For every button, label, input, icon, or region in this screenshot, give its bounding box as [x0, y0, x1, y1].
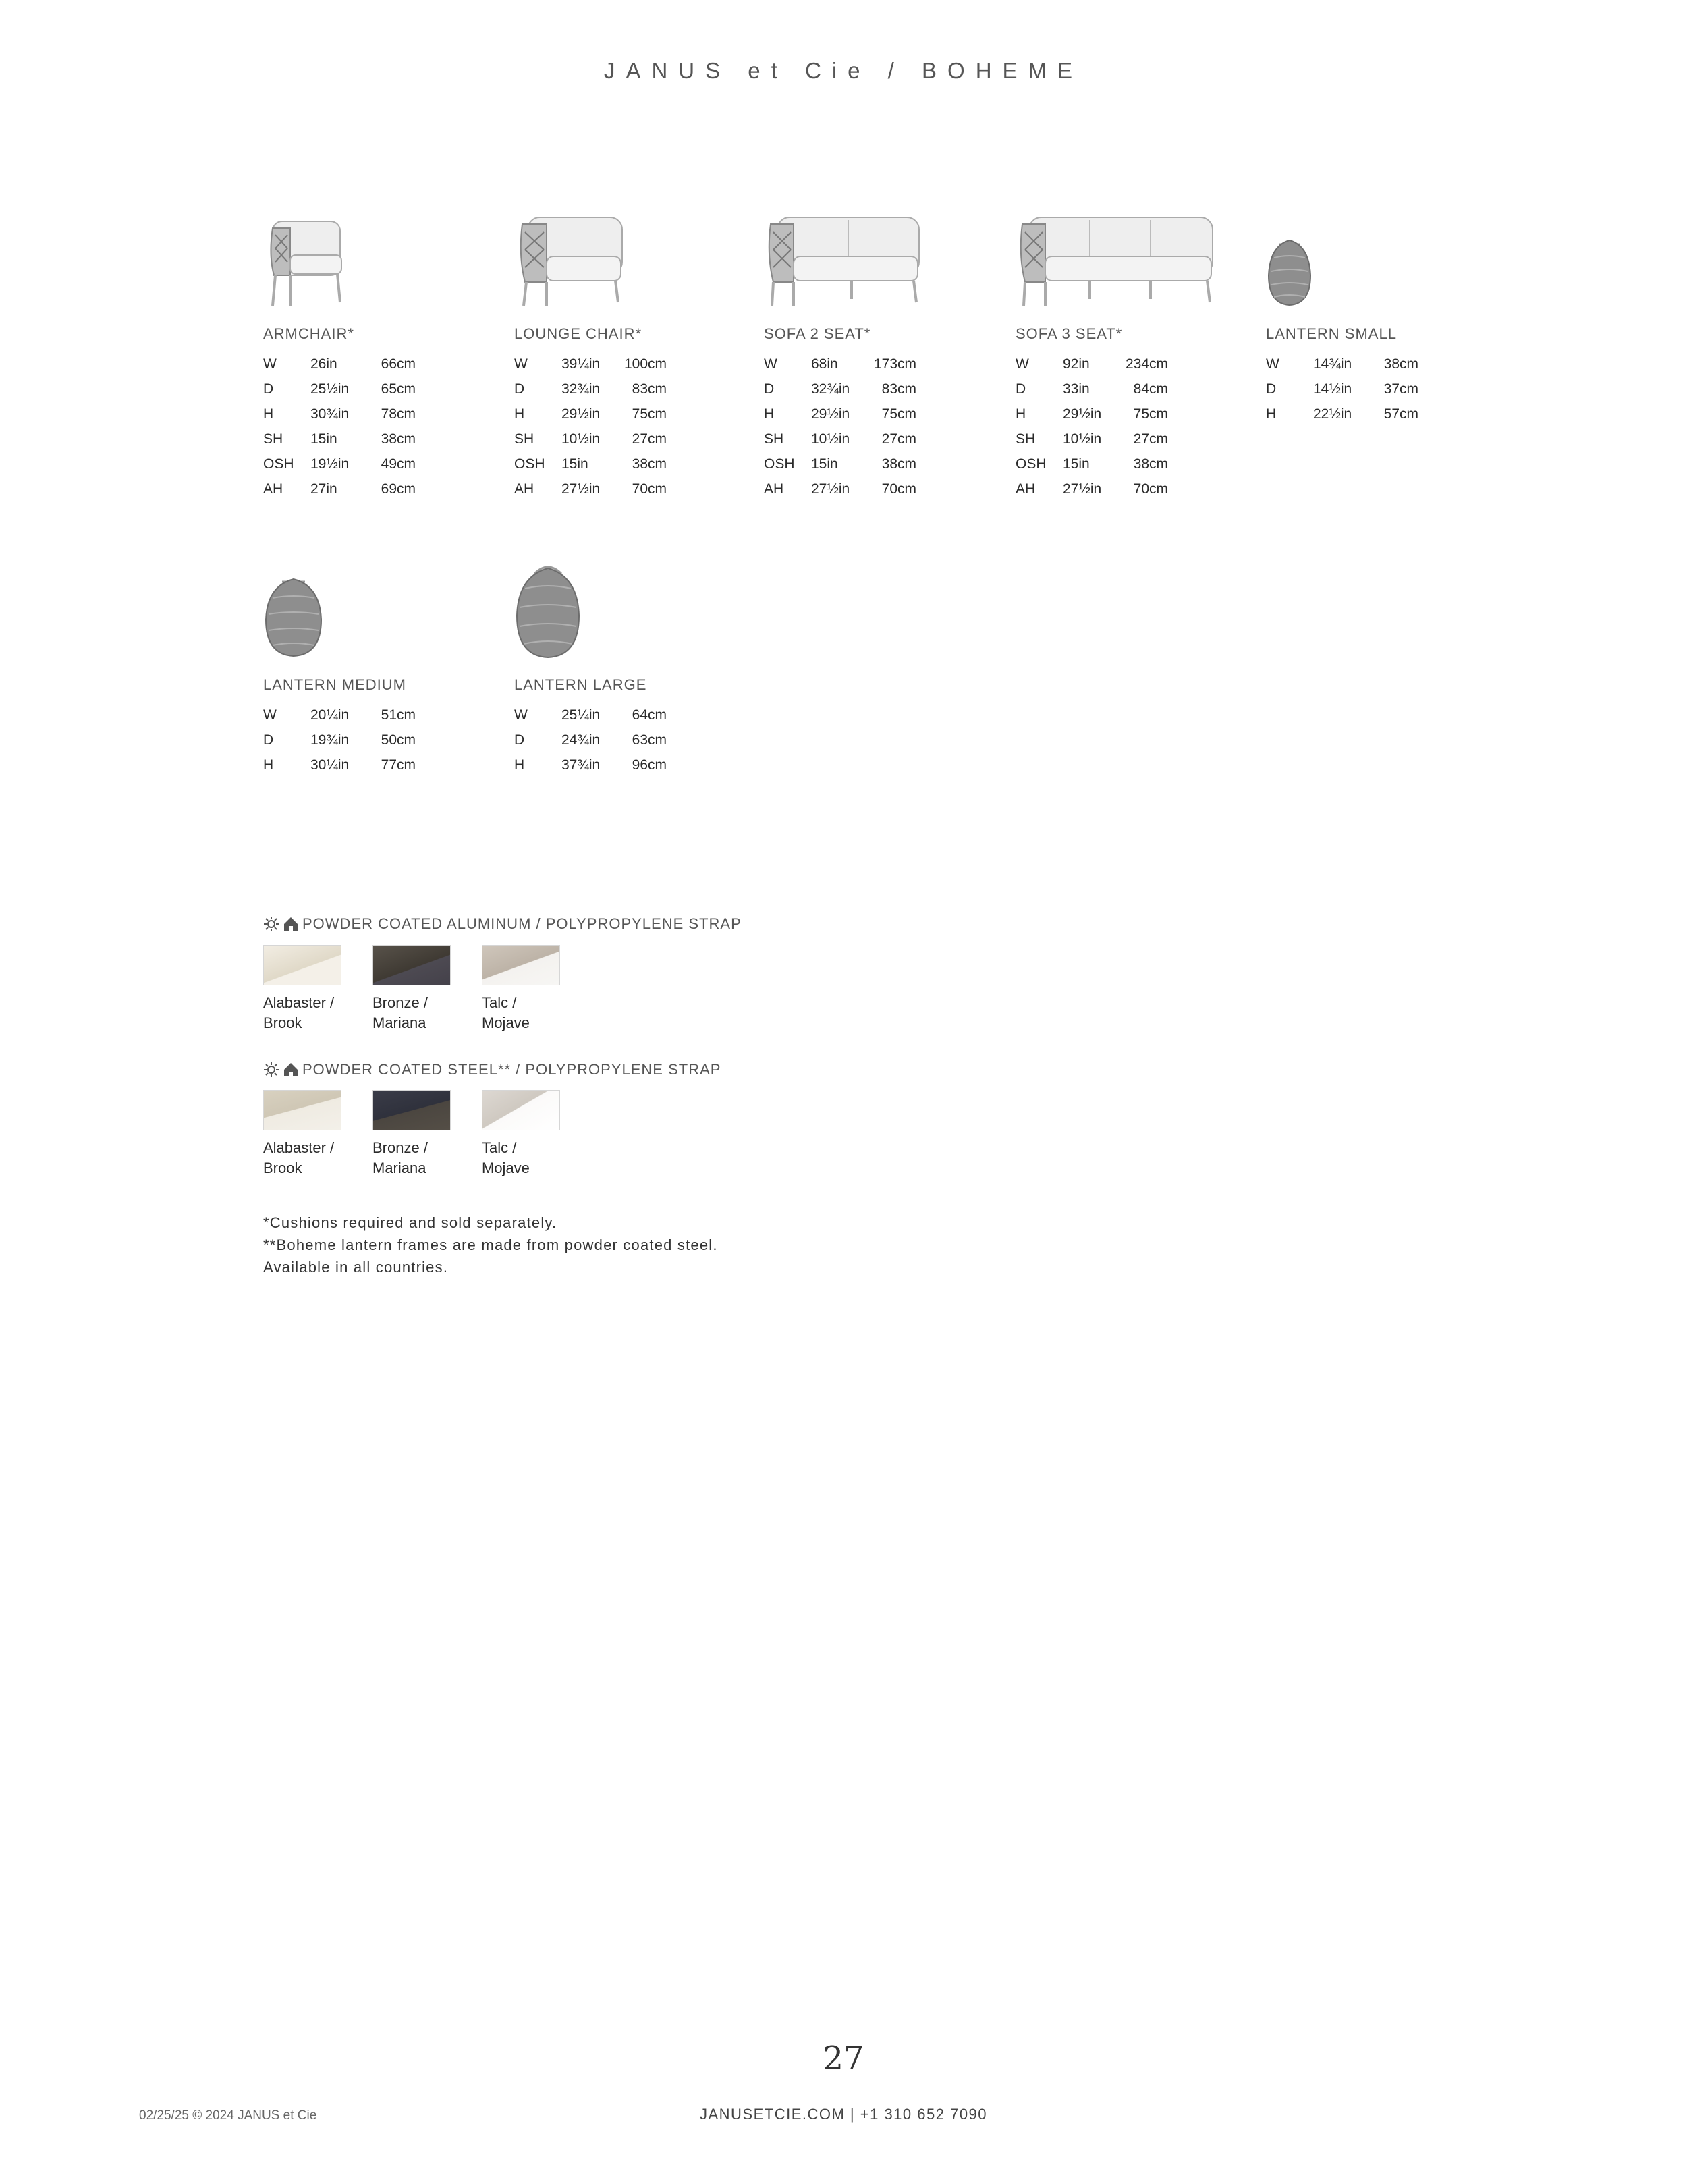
dim-cm: 27cm — [632, 431, 667, 447]
dim-inches: 14½in — [1313, 381, 1352, 397]
dim-inches: 10½in — [561, 431, 601, 447]
dim-cm: 65cm — [381, 381, 416, 397]
footer-date-copyright: 02/25/25 © 2024 JANUS et Cie — [139, 2108, 317, 2123]
dim-cm: 66cm — [381, 356, 416, 372]
dim-cm: 70cm — [632, 481, 667, 497]
dim-cm: 70cm — [881, 481, 916, 497]
swatch-label-line: Mojave — [482, 1159, 530, 1176]
house-icon — [283, 1062, 298, 1078]
dim-cm: 49cm — [381, 456, 416, 472]
dim-cm: 70cm — [1133, 481, 1168, 497]
swatch-label-line: Bronze / — [372, 1139, 428, 1156]
dim-inches: 37¾in — [561, 757, 601, 773]
swatch-bronze-mariana — [372, 945, 451, 985]
dim-label: D — [514, 381, 525, 397]
swatch-talc-mojave — [482, 945, 560, 985]
dim-label: D — [1016, 381, 1026, 397]
dim-inches: 29½in — [561, 406, 601, 422]
dim-label: H — [514, 757, 525, 773]
armchair-image — [263, 208, 351, 309]
dim-cm: 100cm — [624, 356, 667, 372]
dim-inches: 27in — [310, 481, 337, 497]
lounge-chair-image — [514, 208, 629, 309]
dim-label: AH — [263, 481, 283, 497]
swatch-label — [263, 1138, 358, 1178]
dim-inches: 92in — [1063, 356, 1090, 372]
sun-icon — [263, 1062, 279, 1078]
dim-label: D — [514, 732, 525, 748]
dim-inches: 10½in — [811, 431, 850, 447]
dim-label: H — [514, 406, 525, 422]
dim-label: W — [1016, 356, 1029, 372]
dim-cm: 38cm — [1383, 356, 1418, 372]
product-name: LANTERN LARGE — [514, 676, 647, 693]
swatch-label — [482, 993, 576, 1033]
product-name: LANTERN MEDIUM — [263, 676, 407, 693]
dim-label: SH — [764, 431, 784, 447]
swatch-label-line: Talc / — [482, 1139, 517, 1156]
dim-label: D — [1266, 381, 1277, 397]
dim-inches: 32¾in — [561, 381, 601, 397]
dim-cm: 83cm — [632, 381, 667, 397]
swatch-label-line: Brook — [263, 1014, 302, 1031]
dim-inches: 24¾in — [561, 732, 601, 748]
dim-label: W — [764, 356, 777, 372]
dim-cm: 50cm — [381, 732, 416, 748]
dim-label: AH — [1016, 481, 1036, 497]
product-name: LOUNGE CHAIR* — [514, 325, 642, 342]
dim-inches: 15in — [561, 456, 588, 472]
dim-cm: 234cm — [1125, 356, 1168, 372]
swatch-alabaster-brook — [263, 1090, 341, 1130]
dim-cm: 38cm — [1133, 456, 1168, 472]
footnote-availability: Available in all countries. — [263, 1259, 449, 1276]
swatch-label-line: Mariana — [372, 1014, 426, 1031]
house-icon — [283, 916, 298, 932]
lantern-medium-image — [263, 576, 324, 659]
dim-label: D — [263, 732, 274, 748]
dim-inches: 15in — [811, 456, 838, 472]
dim-inches: 68in — [811, 356, 838, 372]
dim-label: W — [263, 356, 277, 372]
dim-inches: 20¼in — [310, 707, 350, 723]
dim-cm: 96cm — [632, 757, 667, 773]
dim-cm: 27cm — [881, 431, 916, 447]
dim-cm: 37cm — [1383, 381, 1418, 397]
dim-label: H — [764, 406, 775, 422]
dim-cm: 57cm — [1383, 406, 1418, 422]
dim-inches: 29½in — [1063, 406, 1102, 422]
finish-title-text: POWDER COATED STEEL** / POLYPROPYLENE STRAP — [302, 1061, 721, 1078]
swatch-label-line: Alabaster / — [263, 1139, 335, 1156]
swatch-talc-mojave — [482, 1090, 560, 1130]
dim-cm: 38cm — [381, 431, 416, 447]
dim-label: H — [1016, 406, 1026, 422]
dim-label: W — [514, 356, 528, 372]
dim-label: OSH — [1016, 456, 1047, 472]
dim-label: H — [1266, 406, 1277, 422]
swatch-label — [263, 993, 358, 1033]
dim-cm: 38cm — [632, 456, 667, 472]
dim-cm: 51cm — [381, 707, 416, 723]
lantern-large-image — [514, 559, 582, 660]
dim-inches: 26in — [310, 356, 337, 372]
sofa-3-seat-image — [1016, 208, 1218, 309]
dim-label: D — [263, 381, 274, 397]
dim-inches: 27½in — [561, 481, 601, 497]
swatch-alabaster-brook — [263, 945, 341, 985]
swatch-label — [482, 1138, 576, 1178]
dim-cm: 173cm — [873, 356, 916, 372]
dim-inches: 33in — [1063, 381, 1090, 397]
sun-icon — [263, 916, 279, 932]
finish-title-text: POWDER COATED ALUMINUM / POLYPROPYLENE STRAP — [302, 915, 742, 932]
dim-cm: 75cm — [1133, 406, 1168, 422]
swatch-label-line: Bronze / — [372, 994, 428, 1011]
dim-inches: 15in — [310, 431, 337, 447]
page-number: 27 — [823, 2040, 864, 2077]
dim-cm: 75cm — [632, 406, 667, 422]
dim-inches: 32¾in — [811, 381, 850, 397]
dim-inches: 30¾in — [310, 406, 350, 422]
dim-label: OSH — [514, 456, 545, 472]
swatch-label — [372, 993, 467, 1033]
dim-label: W — [514, 707, 528, 723]
swatch-label-line: Alabaster / — [263, 994, 335, 1011]
dim-inches: 27½in — [811, 481, 850, 497]
dim-inches: 25¼in — [561, 707, 601, 723]
product-name: SOFA 3 SEAT* — [1016, 325, 1123, 342]
footnotes — [263, 1211, 718, 1278]
dim-inches: 19½in — [310, 456, 350, 472]
product-name: LANTERN SMALL — [1266, 325, 1397, 342]
swatch-label-line: Mariana — [372, 1159, 426, 1176]
dim-label: OSH — [263, 456, 294, 472]
dim-label: SH — [1016, 431, 1036, 447]
dim-label: SH — [263, 431, 283, 447]
dim-label: H — [263, 757, 274, 773]
dim-cm: 38cm — [881, 456, 916, 472]
dim-cm: 27cm — [1133, 431, 1168, 447]
swatch-label-line: Talc / — [482, 994, 517, 1011]
dim-inches: 25½in — [310, 381, 350, 397]
dim-label: H — [263, 406, 274, 422]
dim-cm: 63cm — [632, 732, 667, 748]
swatch-bronze-mariana — [372, 1090, 451, 1130]
dim-inches: 19¾in — [310, 732, 350, 748]
dim-inches: 14¾in — [1313, 356, 1352, 372]
dim-inches: 29½in — [811, 406, 850, 422]
dim-label: W — [263, 707, 277, 723]
lantern-small-image — [1266, 238, 1313, 308]
dim-cm: 83cm — [881, 381, 916, 397]
page-header: JANUS et Cie / BOHEME — [603, 58, 1084, 83]
dim-label: SH — [514, 431, 534, 447]
dim-label: AH — [514, 481, 534, 497]
dim-inches: 27½in — [1063, 481, 1102, 497]
finish-title-steel — [263, 1061, 721, 1079]
dim-cm: 69cm — [381, 481, 416, 497]
dim-inches: 39¼in — [561, 356, 601, 372]
dim-inches: 10½in — [1063, 431, 1102, 447]
dim-inches: 30¼in — [310, 757, 350, 773]
dim-label: D — [764, 381, 775, 397]
dim-cm: 78cm — [381, 406, 416, 422]
product-name: ARMCHAIR* — [263, 325, 354, 342]
product-name: SOFA 2 SEAT* — [764, 325, 871, 342]
dim-inches: 15in — [1063, 456, 1090, 472]
sofa-2-seat-image — [764, 208, 926, 309]
dim-label: AH — [764, 481, 784, 497]
dim-inches: 22½in — [1313, 406, 1352, 422]
dim-label: OSH — [764, 456, 795, 472]
footer-contact[interactable]: JANUSETCIE.COM | +1 310 652 7090 — [699, 2106, 988, 2123]
dim-cm: 75cm — [881, 406, 916, 422]
swatch-label — [372, 1138, 467, 1178]
swatch-label-line: Brook — [263, 1159, 302, 1176]
dim-cm: 64cm — [632, 707, 667, 723]
dim-cm: 77cm — [381, 757, 416, 773]
footnote-lantern-frames: **Boheme lantern frames are made from powder coated steel. — [263, 1236, 718, 1253]
dim-label: W — [1266, 356, 1279, 372]
footnote-cushions: *Cushions required and sold separately. — [263, 1214, 557, 1231]
dim-cm: 84cm — [1133, 381, 1168, 397]
swatch-label-line: Mojave — [482, 1014, 530, 1031]
finish-title-aluminum — [263, 915, 742, 933]
